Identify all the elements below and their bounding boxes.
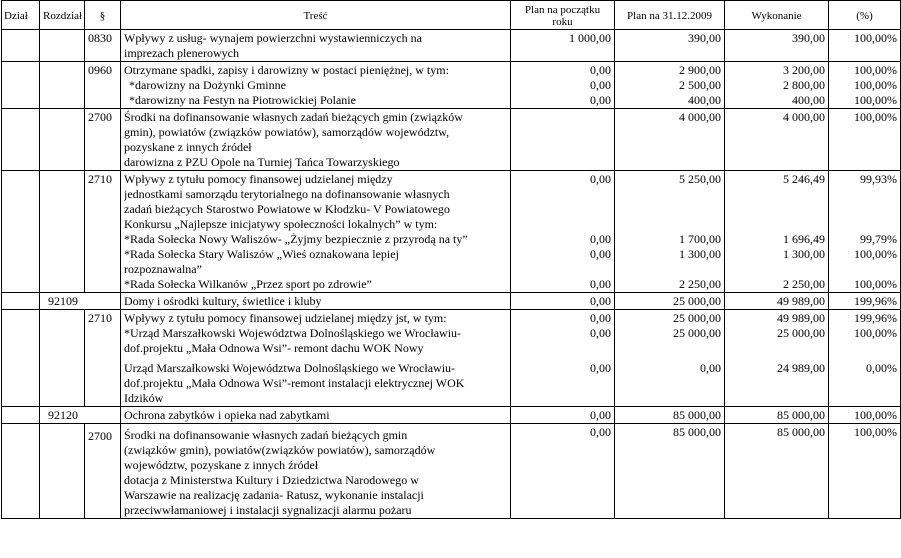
table-row [2, 62, 901, 109]
cell-dzial [2, 424, 40, 519]
cell-procent: 100,00% [829, 424, 901, 519]
cell-plan-end: 85 000,00 [615, 424, 725, 519]
cell-wykonanie: 85 000,00 [725, 424, 829, 519]
cell-paragraf: 2710 [85, 310, 121, 407]
cell-dzial [2, 310, 40, 407]
cell-rozdzial [40, 109, 85, 171]
cell-rozdzial [40, 424, 85, 519]
cell-tresc: Wpływy z usług- wynajem powierzchni wystawienniczych na imprezach plenerowych [121, 30, 511, 62]
cell-plan-end: 25 000,00 [615, 293, 725, 310]
cell-wykonanie: 85 000,00 [725, 407, 829, 424]
cell-plan-end: 5 250,00 1 700,00 1 300,00 2 250,00 [615, 171, 725, 293]
cell-plan-end: 4 000,00 [615, 109, 725, 171]
cell-tresc: Ochrona zabytków i opieka nad zabytkami [121, 407, 511, 424]
cell-dzial [2, 30, 40, 62]
cell-paragraf: 2710 [85, 171, 121, 293]
header-wykonanie: Wykonanie [725, 1, 829, 30]
cell-plan-end: 85 000,00 [615, 407, 725, 424]
cell-rozdzial: 92109 [40, 293, 121, 310]
cell-plan-start: 0,00 0,00 0,00 [511, 310, 615, 407]
cell-wykonanie: 49 989,00 [725, 293, 829, 310]
cell-plan-end: 390,00 [615, 30, 725, 62]
cell-rozdzial [40, 30, 85, 62]
cell-rozdzial [40, 310, 85, 407]
cell-tresc: Otrzymane spadki, zapisy i darowizny w postaci pieniężnej, w tym: *darowizny na Dożynki Gminne *darowizny na Festyn na Piotrowickiej Polanie [121, 62, 511, 109]
header-dzial: Dział [2, 1, 40, 30]
cell-wykonanie: 390,00 [725, 30, 829, 62]
cell-plan-end: 2 900,00 2 500,00 400,00 [615, 62, 725, 109]
table-row [2, 171, 901, 293]
cell-paragraf: 2700 [85, 109, 121, 171]
cell-rozdzial [40, 62, 85, 109]
cell-wykonanie: 49 989,00 25 000,00 24 989,00 [725, 310, 829, 407]
cell-procent: 100,00% [829, 109, 901, 171]
budget-table [1, 0, 901, 519]
cell-dzial [2, 171, 40, 293]
header-procent: (%) [829, 1, 901, 30]
cell-plan-start: 0,00 0,00 0,00 0,00 [511, 171, 615, 293]
cell-tresc: Wpływy z tytułu pomocy finansowej udzielanej między jednostkami samorządu terytorialnego na dofinansowanie własnych zadań bieżących Starostwo Powiatowe w Kłodzku- V Powiatowego Konkursu „Najlepsze inicjatywy społeczności lokalnych” w tym: *Rada Sołecka Nowy Waliszów- „Żyjmy bezpiecznie z przyrodą na ty” *Rada Sołecka Stary Waliszów „Wieś oznakowana lepiej rozpoznawalna” *Rada Sołecka Wilkanów „Przez sport po zdrowie” [121, 171, 511, 293]
cell-dzial [2, 293, 40, 310]
cell-paragraf: 2700 [85, 424, 121, 519]
cell-plan-start: 0,00 [511, 407, 615, 424]
header-row [2, 1, 901, 30]
cell-procent: 99,93% 99,79% 100,00% 100,00% [829, 171, 901, 293]
cell-rozdzial: 92120 [40, 407, 121, 424]
cell-tresc: Środki na dofinansowanie własnych zadań bieżących gmin (związków gmin), powiatów(związków powiatów), samorządów województw, pozyskane z innych źródeł dotacja z Ministerstwa Kultury i Dziedzictwa Narodowego w Warszawie na realizację zadania- Ratusz, wykonanie instalacji przeciwwłamaniowej i instalacji sygnalizacji alarmu pożaru [121, 424, 511, 519]
cell-dzial [2, 62, 40, 109]
cell-rozdzial [40, 171, 85, 293]
cell-procent: 100,00% 100,00% 100,00% [829, 62, 901, 109]
table-row [2, 310, 901, 407]
cell-plan-start: 1 000,00 [511, 30, 615, 62]
cell-dzial [2, 109, 40, 171]
header-paragraf: § [85, 1, 121, 30]
cell-tresc: Środki na dofinansowanie własnych zadań bieżących gmin (związków gmin), powiatów (związków powiatów), samorządów województw, pozyskane z innych źródeł darowizna z PZU Opole na Turniej Tańca Towarzyskiego [121, 109, 511, 171]
cell-plan-start: 0,00 [511, 424, 615, 519]
table-row [2, 407, 901, 424]
table-row [2, 293, 901, 310]
cell-wykonanie: 5 246,49 1 696,49 1 300,00 2 250,00 [725, 171, 829, 293]
cell-tresc: Wpływy z tytułu pomocy finansowej udzielanej między jst, w tym: *Urząd Marszałkowski Województwa Dolnośląskiego we Wrocławiu- dof.projektu „Mała Odnowa Wsi”- remont dachu WOK Nowy Urząd Marszałkowski Województwa Dolnośląskiego we Wrocławiu- dof.projektu „Mała Odnowa Wsi”-remont instalacji elektrycznej WOK Idzików [121, 310, 511, 407]
header-plan-start: Plan na początku roku [511, 1, 615, 30]
cell-paragraf: 0960 [85, 62, 121, 109]
cell-procent: 199,96% [829, 293, 901, 310]
cell-wykonanie: 4 000,00 [725, 109, 829, 171]
table-row [2, 424, 901, 519]
cell-procent: 199,96% 100,00% 0,00% [829, 310, 901, 407]
header-plan-end: Plan na 31.12.2009 [615, 1, 725, 30]
cell-procent: 100,00% [829, 30, 901, 62]
cell-plan-start [511, 109, 615, 171]
header-tresc: Treść [121, 1, 511, 30]
cell-plan-start: 0,00 [511, 293, 615, 310]
table-row [2, 109, 901, 171]
cell-procent: 100,00% [829, 407, 901, 424]
cell-dzial [2, 407, 40, 424]
cell-paragraf: 0830 [85, 30, 121, 62]
cell-plan-start: 0,00 0,00 0,00 [511, 62, 615, 109]
cell-plan-end: 25 000,00 25 000,00 0,00 [615, 310, 725, 407]
cell-wykonanie: 3 200,00 2 800,00 400,00 [725, 62, 829, 109]
cell-tresc: Domy i ośrodki kultury, świetlice i kluby [121, 293, 511, 310]
table-row [2, 30, 901, 62]
header-rozdzial: Rozdział [40, 1, 85, 30]
